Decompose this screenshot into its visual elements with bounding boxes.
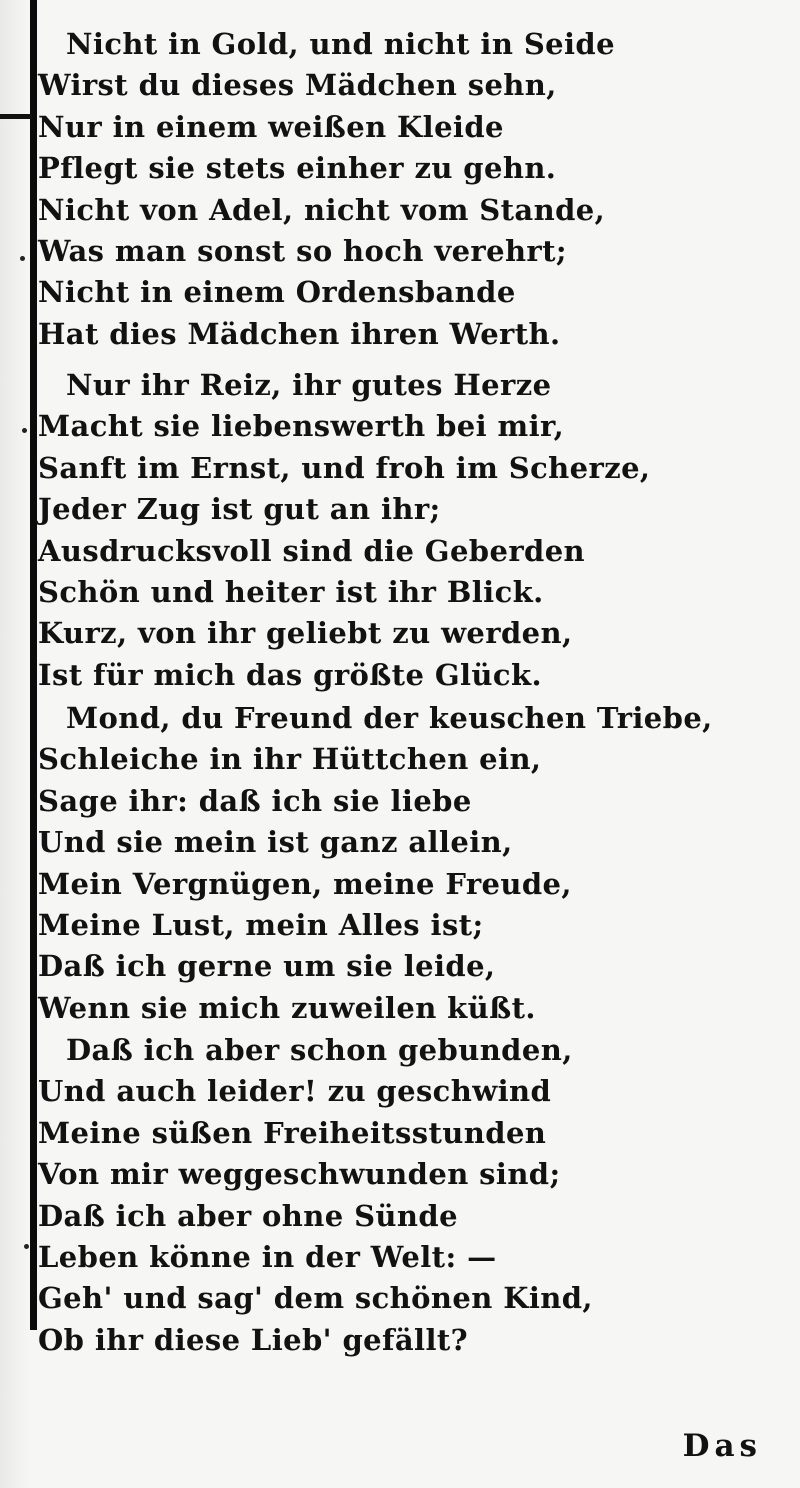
verse-line: Nicht von Adel, nicht vom Stande, (38, 192, 606, 227)
verse-line: Und sie mein ist ganz allein, (38, 825, 513, 860)
margin-dash-mark (0, 114, 32, 119)
verse-line: Daß ich gerne um sie leide, (38, 949, 496, 984)
verse-line: Sage ihr: daß ich sie liebe (38, 783, 472, 818)
verse-line: Mein Vergnügen, meine Freude, (38, 866, 572, 901)
stanza (38, 698, 778, 1029)
verse-line: Leben könne in der Welt: — (38, 1239, 497, 1274)
verse-line: Und auch leider! zu geschwind (38, 1074, 552, 1109)
catchword: Das (682, 1428, 762, 1464)
verse-line: Wirst du dieses Mädchen sehn, (38, 68, 557, 103)
verse-line: Daß ich aber schon gebunden, (66, 1033, 573, 1067)
verse-line: Nur ihr Reiz, ihr gutes Herze (66, 368, 552, 402)
verse-line: Von mir weggeschwunden sind; (38, 1157, 561, 1192)
stanza (38, 1030, 778, 1361)
margin-dot-mark (24, 1244, 29, 1249)
verse-line: Daß ich aber ohne Sünde (38, 1198, 458, 1233)
verse-line: Schleiche in ihr Hüttchen ein, (38, 742, 542, 777)
verse-line: Geh' und sag' dem schönen Kind, (38, 1281, 593, 1316)
verse-line: Jeder Zug ist gut an ihr; (38, 492, 441, 527)
verse-line: Pflegt sie stets einher zu gehn. (38, 151, 557, 186)
verse-line: Mond, du Freund der keuschen Triebe, (66, 701, 713, 735)
verse-line: Meine Lust, mein Alles ist; (38, 907, 484, 942)
verse-line: Was man sonst so hoch verehrt; (38, 233, 568, 268)
verse-line: Macht sie liebenswerth bei mir, (38, 409, 565, 444)
stanza (38, 24, 778, 355)
verse-line: Ausdrucksvoll sind die Geberden (38, 533, 586, 568)
verse-line: Ob ihr diese Lieb' gefällt? (38, 1322, 469, 1357)
verse-line: Meine süßen Freiheitsstunden (38, 1115, 547, 1150)
verse-line: Nur in einem weißen Kleide (38, 109, 504, 144)
margin-dot-mark (22, 428, 27, 433)
binding-edge (30, 0, 37, 1330)
stanza (38, 365, 778, 696)
page-gutter (0, 0, 30, 1488)
verse-line: Sanft im Ernst, und froh im Scherze, (38, 450, 651, 485)
verse-line: Schön und heiter ist ihr Blick. (38, 574, 544, 609)
verse-line: Wenn sie mich zuweilen küßt. (38, 990, 536, 1025)
verse-line: Hat dies Mädchen ihren Werth. (38, 316, 561, 351)
verse-line: Nicht in Gold, und nicht in Seide (66, 27, 615, 61)
verse-line: Ist für mich das größte Glück. (38, 657, 542, 692)
margin-dot-mark (20, 256, 25, 261)
verse-line: Nicht in einem Ordensbande (38, 275, 516, 310)
verse-line: Kurz, von ihr geliebt zu werden, (38, 616, 573, 651)
